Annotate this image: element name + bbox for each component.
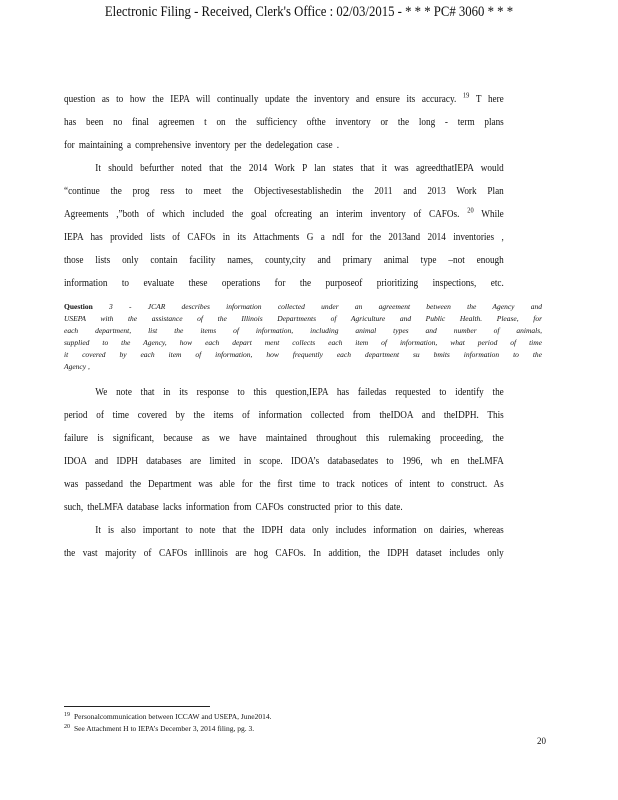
footnote-ref: 20 [467, 206, 474, 215]
text-line: such, theLMFA database lacks information from CAFOs constructed prior to this date. [64, 502, 403, 513]
footnote [64, 724, 254, 733]
text-line: We note that in its response to this question,IEPA has failedas requested to identify the [95, 387, 504, 398]
text-line: period of time covered by the items of information collected from theIDOA and theIDPH. This [64, 410, 504, 421]
text-line: information to evaluate these operations for the purposeof prioritizing inspections, etc. [64, 278, 504, 289]
footnote-mark: 19 [64, 711, 70, 718]
text-line: the vast majority of CAFOs inIllinois are hog CAFOs. In addition, the IDPH dataset includes only [64, 548, 504, 559]
text-line: for maintaining a comprehensive inventory per the dedelegation case . [64, 140, 340, 151]
question-line: Agency , [64, 362, 90, 371]
page-number: 20 [537, 736, 546, 746]
text-line: IDOA and IDPH databases are limited in scope. IDOA’s databasedates to 1996, wh en theLMFA [64, 456, 504, 467]
footnote-text: Personalcommunication between ICCAW and USEPA, June2014. [74, 712, 272, 721]
footnote-divider [64, 706, 210, 707]
text-line: failure is significant, because as we have maintained throughout this rulemaking proceeding, the [64, 433, 504, 444]
document-body [64, 88, 542, 565]
question-line: it covered by each item of information, how frequently each department su bmits information to the [64, 350, 542, 359]
footnote-text: See Attachment H to IEPA’s December 3, 2014 filing, pg. 3. [74, 724, 255, 733]
question-line: USEPA with the assistance of the Illinois Departments of Agriculture and Public Health. Please, for [64, 314, 542, 323]
footnote-mark: 20 [64, 723, 70, 730]
question-line: supplied to the Agency, how each depart ment collects each item of information, what period of time [64, 338, 542, 347]
text-line: those lists only contain facility names, county,city and primary animal type –not enough [64, 255, 504, 266]
text-line: It should befurther noted that the 2014 Work P lan states that it was agreedthatIEPA would [95, 163, 504, 174]
text-line: was passedand the Department was able for the first time to track notices of intent to construct. As [64, 479, 504, 490]
question-line: Question 3 - JCAR describes information collected under an agreement between the Agency and [64, 302, 542, 311]
filing-header: Electronic Filing - Received, Clerk's Office : 02/03/2015 - * * * PC# 3060 * * * [104, 4, 514, 20]
question-line: each department, list the items of information, including animal types and number of animals, [64, 326, 542, 335]
text-line: It is also important to note that the IDPH data only includes information on dairies, whereas [95, 525, 504, 536]
footnote [64, 712, 272, 721]
footnote-ref: 19 [462, 91, 470, 100]
text-line: has been no final agreemen t on the sufficiency ofthe inventory or the long - term plans [64, 117, 504, 128]
question-block [64, 301, 542, 373]
question-label: Question [64, 302, 93, 311]
text-line: “continue the prog ress to meet the Objectivesestablishedin the 2011 and 2013 Work Plan [64, 186, 504, 197]
text-line: Agreements ,”both of which included the goal ofcreating an interim inventory of CAFOs. $^{20}$ While [64, 206, 504, 220]
text-line: question as to how the IEPA will continually update the inventory and ensure its accuracy. $^{19}$ T here [64, 91, 504, 105]
text-line: IEPA has provided lists of CAFOs in its Attachments G a ndI for the 2013and 2014 inventories , [64, 232, 504, 243]
